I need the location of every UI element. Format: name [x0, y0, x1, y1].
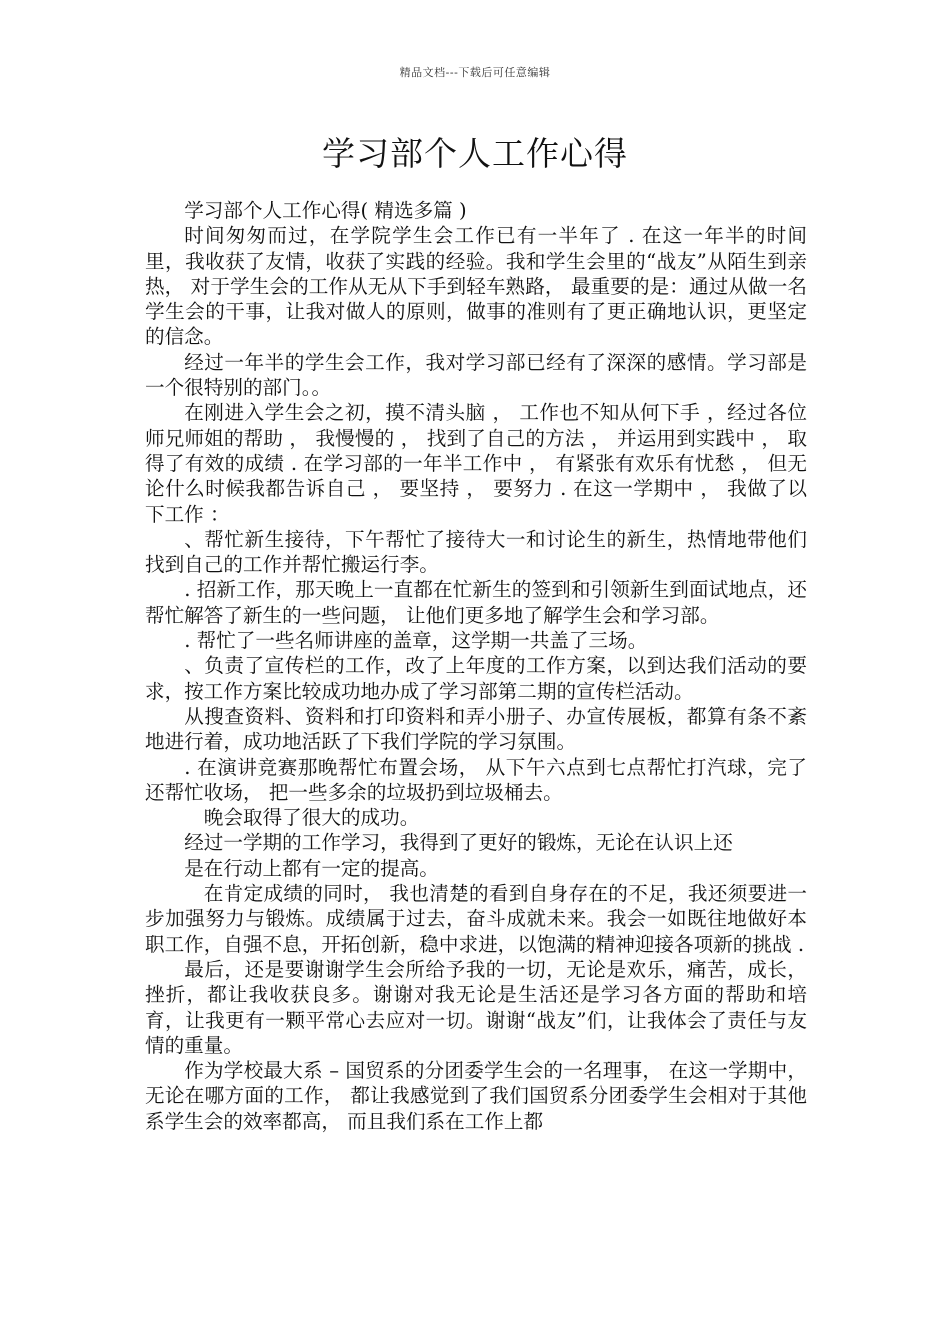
- paragraph: 作为学校最大系 – 国贸系的分团委学生会的一名理事， 在这一学期中，无论在哪方面的工作， 都让我感觉到了我们国贸系分团委学生会相对于其他系学生会的效率都高， 而且我们系在工作上都: [145, 1059, 807, 1133]
- paragraph: 学习部个人工作心得( 精选多篇 ): [184, 199, 467, 222]
- paragraph: . 招新工作，那天晚上一直都在忙新生的签到和引领新生到面试地点，还帮忙解答了新生的一些问题， 让他们更多地了解学生会和学习部。: [145, 578, 807, 627]
- paragraph: 在刚进入学生会之初，摸不清头脑 ， 工作也不知从何下手 ，经过各位师兄师姐的帮助 ， 我慢慢的 ， 找到了自己的方法 ， 并运用到实践中 ， 取得了有效的成绩 . 在学习部的一年半工作中 ， 有紧张有欢乐有忧愁 ， 但无论什么时候我都告诉自己 ， 要坚持 ， 要努力 . 在这一学期中 ， 我做了以下工作 ：: [145, 401, 807, 526]
- page-header: 精品文档---下载后可任意编辑: [399, 66, 551, 79]
- paragraph: 是在行动上都有一定的提高。: [184, 856, 439, 880]
- document-body: [145, 198, 807, 1134]
- paragraph: 经过一学期的工作学习，我得到了更好的锻炼，无论在认识上还: [184, 831, 733, 855]
- paragraph: 最后，还是要谢谢学生会所给予我的一切，无论是欢乐，痛苦，成长，挫折，都让我收获良多。谢谢对我无论是生活还是学习各方面的帮助和培育，让我更有一颗平常心去应对一切。谢谢“战友”们，让我体会了责任与友情的重量。: [145, 957, 807, 1057]
- paragraph: . 帮忙了一些名师讲座的盖章，这学期一共盖了三场。: [184, 629, 648, 653]
- paragraph: 从搜查资料、资料和打印资料和弄小册子、办宣传展板，都算有条不紊地进行着，成功地活跃了下我们学院的学习氛围。: [145, 704, 807, 754]
- paragraph: 时间匆匆而过，在学院学生会工作已有一半年了 . 在这一年半的时间里，我收获了友情，收获了实践的经验。我和学生会里的“战友”从陌生到亲热， 对于学生会的工作从无从下手到轻车熟路， 最重要的是：通过从做一名学生会的干事，让我对做人的原则，做事的准则有了更正确地认识，更坚定的信念。: [145, 224, 807, 349]
- paragraph: 、帮忙新生接待，下午帮忙了接待大一和讨论生的新生，热情地带他们找到自己的工作并帮忙搬运行李。: [145, 527, 807, 577]
- paragraph: 晚会取得了很大的成功。: [203, 806, 420, 830]
- paragraph: . 在演讲竞赛那晚帮忙布置会场， 从下午六点到七点帮忙打汽球，完了还帮忙收场， 把一些多余的垃圾扔到垃圾桶去。: [145, 755, 807, 804]
- document-title: 学习部个人工作心得: [322, 134, 628, 173]
- paragraph: 在肯定成绩的同时， 我也清楚的看到自身存在的不足，我还须要进一步加强努力与锻炼。成绩属于过去，奋斗成就未来。我会一如既往地做好本职工作，自强不息，开拓创新，稳中求进，以饱满的精神迎接各项新的挑战 .: [145, 882, 807, 956]
- paragraph: 、负责了宣传栏的工作，改了上年度的工作方案，以到达我们活动的要求，按工作方案比较成功地办成了学习部第二期的宣传栏活动。: [145, 654, 807, 703]
- paragraph: 经过一年半的学生会工作，我对学习部已经有了深深的感情。学习部是一个很特别的部门。。: [145, 350, 807, 400]
